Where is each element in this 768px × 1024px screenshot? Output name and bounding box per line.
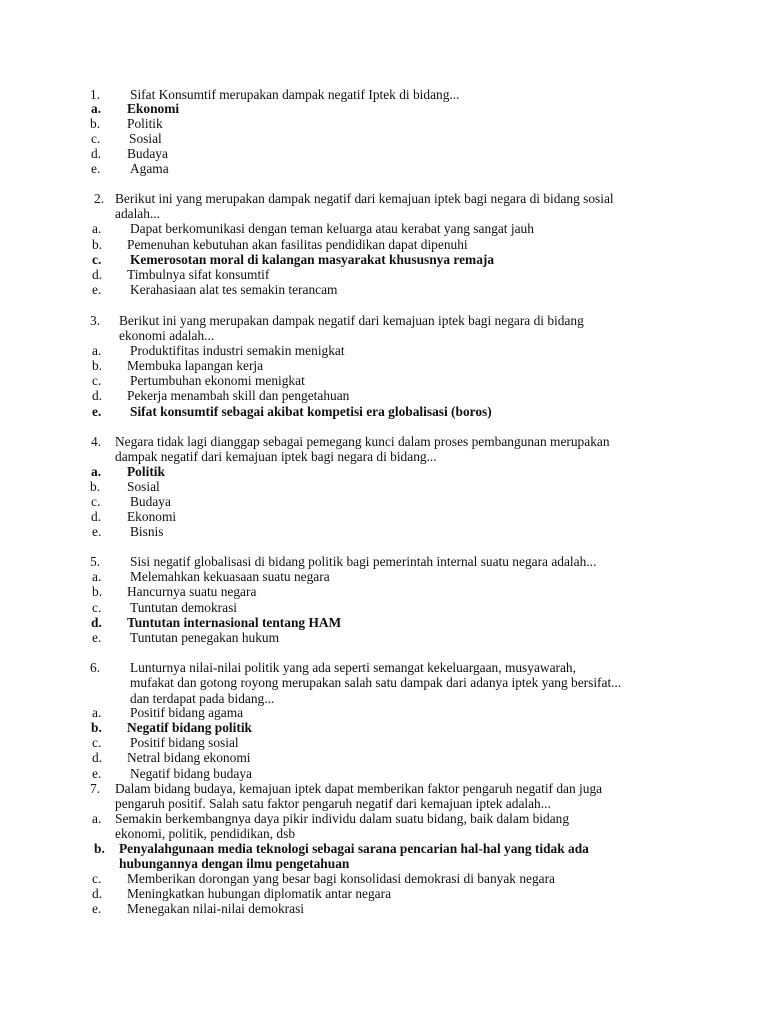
option-letter: d. [91,509,102,524]
option-letter: d. [92,886,103,901]
option-text: Sifat konsumtif sebagai akibat kompetisi era globalisasi (boros) [130,404,492,419]
question-number: 4. [91,434,102,449]
option-letter: a. [92,343,102,358]
option-letter: e. [92,524,102,539]
question-text: Dalam bidang budaya, kemajuan iptek dapat memberikan faktor pengaruh negatif dan juga [115,781,603,796]
option-letter: a. [91,101,102,116]
option-letter: d. [91,146,102,161]
option-letter: c. [92,252,102,267]
option-text: Kemerosotan moral di kalangan masyarakat khususnya remaja [130,252,495,267]
option-text: Penyalahgunaan media teknologi sebagai sarana pencarian hal-hal yang tidak ada [119,841,589,856]
question-text: ekonomi adalah... [119,328,215,343]
question-text: Sisi negatif globalisasi di bidang politik bagi pemerintah internal suatu negara adalah... [130,554,597,569]
option-text: Sosial [129,131,162,146]
option-letter: b. [91,720,102,735]
option-text: Tuntutan penegakan hukum [130,630,280,645]
option-text: Meningkatkan hubungan diplomatik antar negara [127,886,392,901]
option-text: Positif bidang agama [130,705,244,720]
option-letter: a. [92,705,102,720]
question-text: mufakat dan gotong royong merupakan salah satu dampak dari adanya iptek yang bersifat... [130,675,622,690]
option-text: Hancurnya suatu negara [127,584,257,599]
option-text: Politik [127,464,165,479]
option-text: Memberikan dorongan yang besar bagi konsolidasi demokrasi di banyak negara [127,871,556,886]
option-letter: e. [91,161,101,176]
question-number: 1. [90,87,101,102]
option-text: Melemahkan kekuasaan suatu negara [130,569,330,584]
option-text: Pekerja menambah skill dan pengetahuan [127,388,350,403]
option-letter: e. [92,282,102,297]
option-letter: c. [92,600,102,615]
option-text: Negatif bidang politik [127,720,253,735]
option-text: Timbulnya sifat konsumtif [127,267,270,282]
option-text: Produktifitas industri semakin menigkat [130,343,345,358]
option-letter: b. [90,116,101,131]
option-text: Menegakan nilai-nilai demokrasi [127,901,304,916]
option-letter: a. [92,569,102,584]
option-text: Pertumbuhan ekonomi menigkat [130,373,305,388]
option-text: Pemenuhan kebutuhan akan fasilitas pendidikan dapat dipenuhi [127,237,468,252]
option-text: Agama [130,161,169,176]
question-number: 6. [90,660,101,675]
option-text: Positif bidang sosial [130,735,239,750]
question-text: Berikut ini yang merupakan dampak negatif dari kemajuan iptek bagi negara di bidang [119,313,584,328]
option-letter: a. [91,464,102,479]
option-text: Dapat berkomunikasi dengan teman keluarga atau kerabat yang sangat jauh [130,221,534,236]
option-text: Membuka lapangan kerja [127,358,264,373]
question-number: 7. [90,781,101,796]
option-letter: e. [92,766,102,781]
question-number: 5. [90,554,101,569]
option-text: Tuntutan internasional tentang HAM [127,615,342,630]
option-letter: e. [92,404,102,419]
question-number: 3. [90,313,101,328]
option-letter: d. [92,267,103,282]
option-letter: a. [92,811,102,826]
option-text: Ekonomi [127,509,177,524]
question-text: Negara tidak lagi dianggap sebagai pemegang kunci dalam proses pembangunan merupakan [115,434,610,449]
question-text: Berikut ini yang merupakan dampak negatif dari kemajuan iptek bagi negara di bidang sosial [115,191,614,206]
option-letter: e. [92,630,102,645]
question-text: dan terdapat pada bidang... [130,691,275,706]
question-text: adalah... [115,206,160,221]
option-letter: a. [92,221,102,236]
option-letter: c. [91,131,101,146]
option-text: Semakin berkembangnya daya pikir individu dalam suatu bidang, baik dalam bidang [115,811,570,826]
question-text: pengaruh positif. Salah satu faktor pengaruh negatif dari kemajuan iptek adalah... [115,796,551,811]
option-letter: b. [92,237,103,252]
option-text: Budaya [127,146,168,161]
option-letter: b. [92,584,103,599]
option-letter: d. [91,615,102,630]
option-letter: c. [92,735,102,750]
question-text: Lunturnya nilai-nilai politik yang ada seperti semangat kekeluargaan, musyawarah, [130,660,576,675]
question-number: 2. [94,191,105,206]
option-letter: b. [92,358,103,373]
option-text: Bisnis [130,524,164,539]
option-letter: e. [92,901,102,916]
option-text: Politik [127,116,163,131]
option-letter: c. [91,494,101,509]
option-letter: c. [92,871,102,886]
option-text: Budaya [130,494,171,509]
option-text: Ekonomi [127,101,180,116]
option-letter: c. [92,373,102,388]
option-letter: b. [94,841,105,856]
option-text: Negatif bidang budaya [130,766,252,781]
option-letter: d. [92,388,103,403]
option-text-continued: hubungannya dengan ilmu pengetahuan [119,856,350,871]
question-text: Sifat Konsumtif merupakan dampak negatif Iptek di bidang... [130,87,460,102]
option-letter: d. [92,750,103,765]
option-text: Netral bidang ekonomi [127,750,251,765]
option-text: Sosial [127,479,160,494]
question-text: dampak negatif dari kemajuan iptek bagi negara di bidang... [115,449,437,464]
option-text: Kerahasiaan alat tes semakin terancam [130,282,338,297]
option-letter: b. [90,479,101,494]
option-text: Tuntutan demokrasi [130,600,238,615]
option-text-continued: ekonomi, politik, pendidikan, dsb [115,826,296,841]
